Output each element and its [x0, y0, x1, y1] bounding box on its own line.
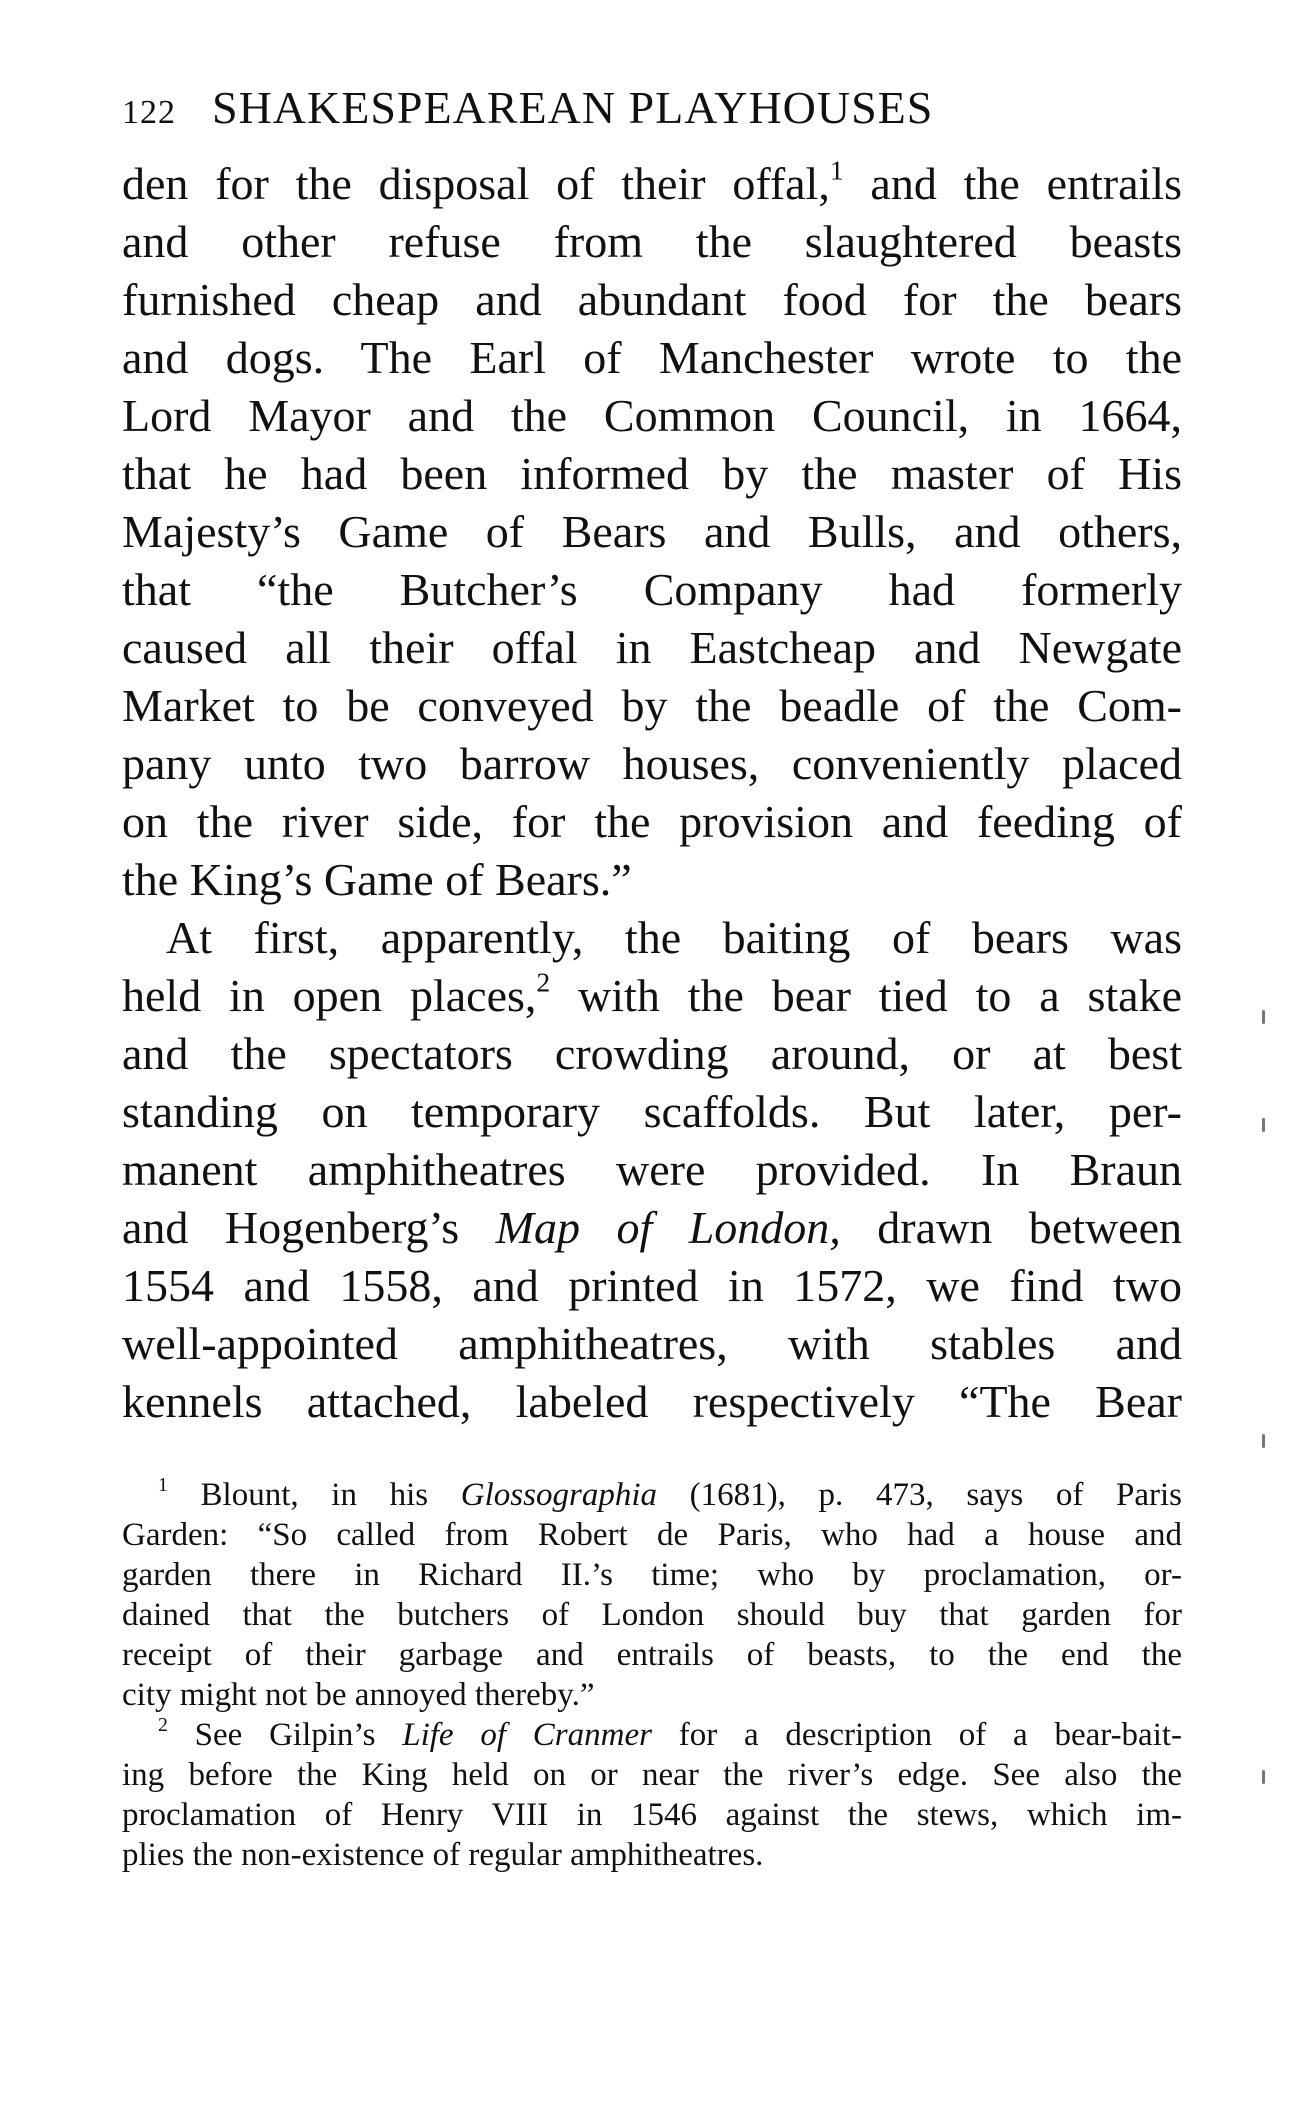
- text-line: and other refuse from the slaughtered beasts: [122, 216, 1182, 267]
- text-line: manent amphitheatres were provided. In Braun: [122, 1144, 1182, 1195]
- text-line: caused all their offal in Eastcheap and Newgate: [122, 622, 1182, 673]
- running-head: [122, 78, 1182, 143]
- footnote-1-line: dained that the butchers of London should buy that garden for: [122, 1597, 1182, 1633]
- glossographia-title: Glossographia: [460, 1477, 657, 1513]
- margin-speck: [1262, 1010, 1265, 1024]
- text-line: and Hogenberg’s Map of London, drawn between: [122, 1202, 1183, 1253]
- footnote-ref-2: 2: [536, 966, 551, 998]
- footnote-2-line: ing before the King held on or near the river’s edge. See also the: [122, 1757, 1182, 1793]
- text-line: den for the disposal of their offal,$^1$ and the entrails: [122, 154, 1182, 209]
- footnotes: [122, 1475, 1182, 1875]
- footnote-1-line: Garden: “So called from Robert de Paris, who had a house and: [122, 1517, 1182, 1553]
- map-title: Map of London,: [495, 1202, 841, 1253]
- text-line: that “the Butcher’s Company had formerly: [122, 564, 1182, 615]
- footnote-1-line: garden there in Richard II.’s time; who by proclamation, or-: [122, 1557, 1182, 1593]
- text-line: Majesty’s Game of Bears and Bulls, and others,: [122, 506, 1182, 557]
- text-line: on the river side, for the provision and feeding of: [122, 796, 1182, 847]
- footnote-2-line: plies the non-existence of regular amphitheatres.: [122, 1837, 764, 1873]
- cranmer-title: Life of Cranmer: [402, 1717, 652, 1753]
- footnote-1-line: city might not be annoyed thereby.”: [122, 1677, 595, 1713]
- margin-speck: [1262, 1118, 1265, 1132]
- text-line: kennels attached, labeled respectively “The Bear: [122, 1376, 1182, 1427]
- margin-speck: [1262, 1770, 1265, 1784]
- running-title: SHAKESPEAREAN PLAYHOUSES: [212, 82, 934, 133]
- text-line: and dogs. The Earl of Manchester wrote to the: [122, 332, 1182, 383]
- footnote-2-line: $^2$ See Gilpin’s Life of Cranmer for a description of a bear-bait-: [158, 1714, 1183, 1753]
- main-text: [122, 155, 1182, 1431]
- footnote-1-line: $^1$ Blount, in his Glossographia (1681), p. 473, says of Paris: [158, 1474, 1182, 1513]
- footnote-2-marker: 2: [158, 1714, 168, 1737]
- text-line: held in open places,$^2$ with the bear tied to a stake: [122, 966, 1183, 1021]
- text-line: well-appointed amphitheatres, with stables and: [122, 1318, 1182, 1369]
- footnote-2-line: proclamation of Henry VIII in 1546 against the stews, which im-: [122, 1797, 1182, 1833]
- text-line: Lord Mayor and the Common Council, in 1664,: [122, 390, 1182, 441]
- footnote-1-marker: 1: [158, 1474, 168, 1497]
- text-line: 1554 and 1558, and printed in 1572, we find two: [122, 1260, 1182, 1311]
- text-line: and the spectators crowding around, or at best: [122, 1028, 1182, 1079]
- text-line: Market to be conveyed by the beadle of the Com-: [122, 680, 1182, 731]
- footnote-ref-1: 1: [829, 154, 844, 186]
- footnote-1-line: receipt of their garbage and entrails of beasts, to the end the: [122, 1637, 1182, 1673]
- margin-speck: [1262, 1434, 1265, 1448]
- book-page: [122, 78, 1182, 1875]
- text-line: that he had been informed by the master of His: [122, 448, 1182, 499]
- text-line: At first, apparently, the baiting of bears was: [166, 912, 1182, 963]
- page-number: 122: [122, 94, 176, 131]
- text-line: the King’s Game of Bears.”: [122, 854, 632, 905]
- text-line: pany unto two barrow houses, conveniently placed: [122, 738, 1182, 789]
- text-line: furnished cheap and abundant food for the bears: [122, 274, 1182, 325]
- text-line: standing on temporary scaffolds. But later, per-: [122, 1086, 1182, 1137]
